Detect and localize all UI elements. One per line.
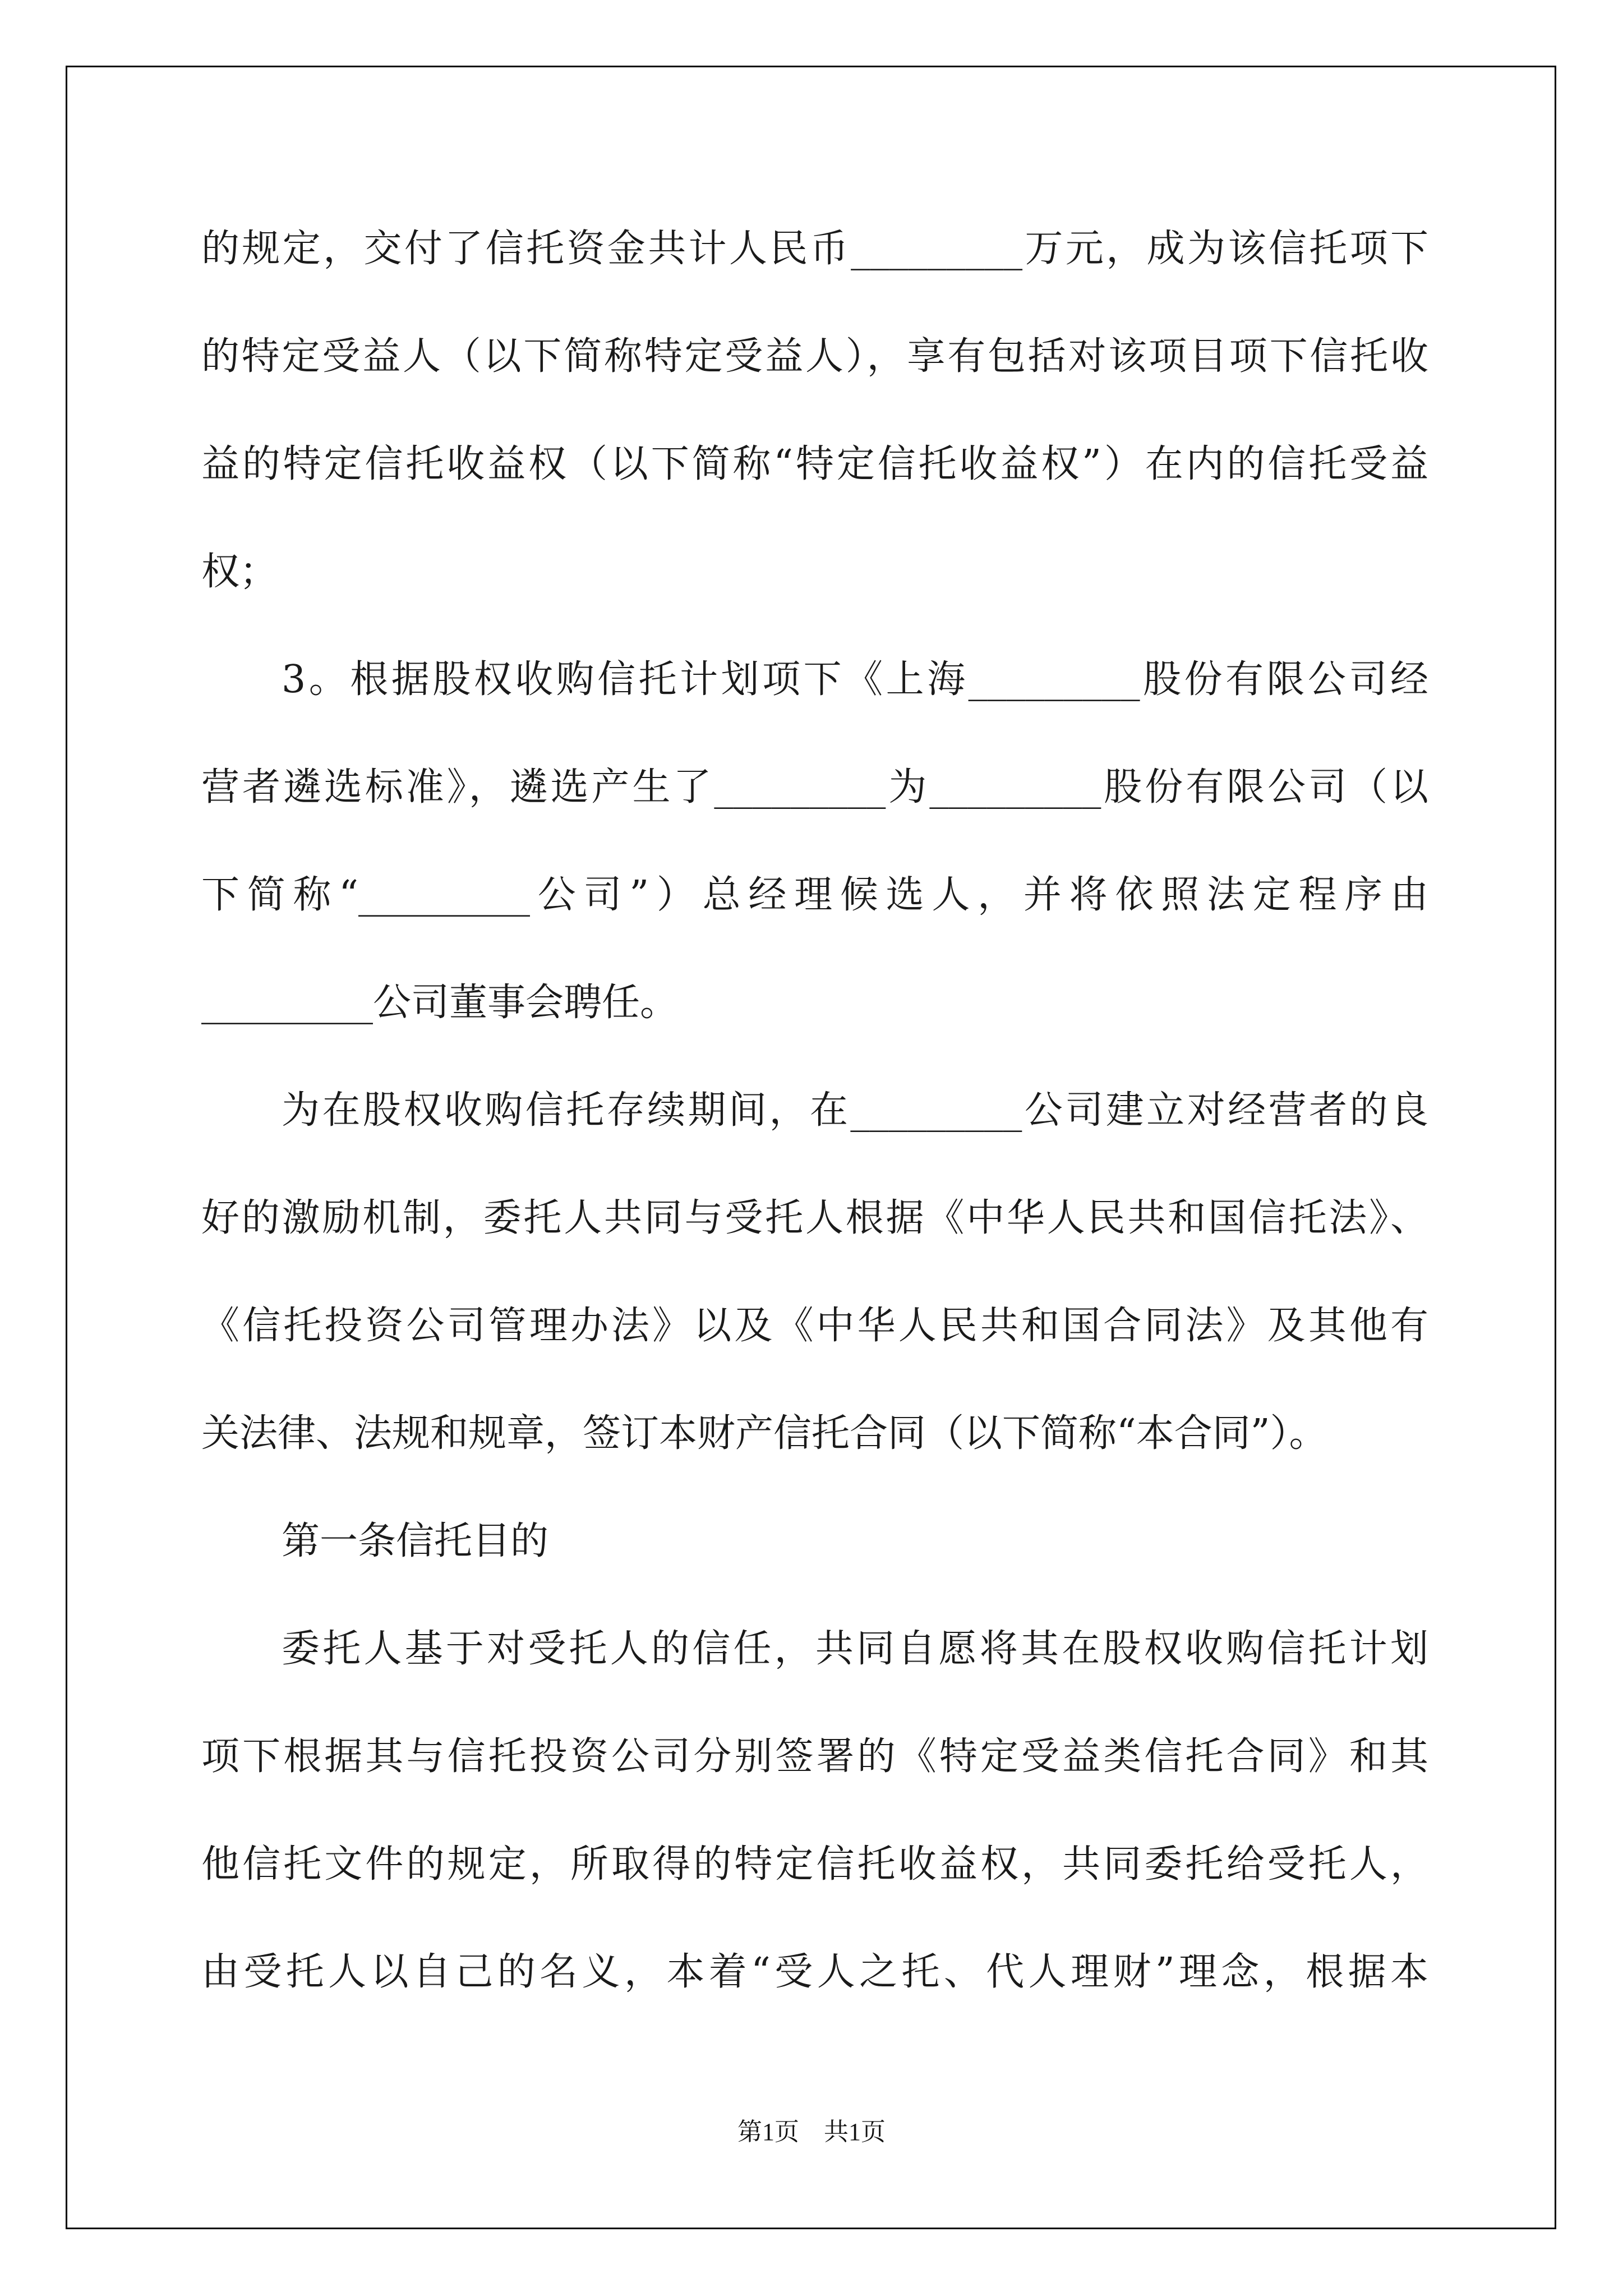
text-line: 为在股权收购信托存续期间，在_________公司建立对经营者的良 [282, 1088, 1428, 1133]
text-line: 的特定受益人（以下简称特定受益人），享有包括对该项目项下信托收 [201, 334, 1428, 379]
page-number: 第1页 共1页 [737, 2118, 886, 2146]
text-line: 关法律、法规和规章，签订本财产信托合同（以下简称“本合同”）。 [201, 1411, 1327, 1456]
text-line: 益的特定信托收益权（以下简称“特定信托收益权”）在内的信托受益 [201, 442, 1428, 486]
text-line: 委托人基于对受托人的信任，共同自愿将其在股权收购信托计划 [282, 1627, 1428, 1671]
document-body [201, 214, 1428, 2045]
text-line: 的规定，交付了信托资金共计人民币_________万元，成为该信托项下 [201, 227, 1428, 271]
text-line: 项下根据其与信托投资公司分别签署的《特定受益类信托合同》和其 [201, 1734, 1428, 1779]
text-line: 营者遴选标准》，遴选产生了_________为_________股份有限公司（以 [201, 765, 1428, 809]
section-heading: 第一条信托目的 [282, 1519, 549, 1563]
text-line: 好的激励机制，委托人共同与受托人根据《中华人民共和国信托法》、 [201, 1196, 1428, 1240]
text-line: 权； [201, 550, 278, 594]
text-line: 《信托投资公司管理办法》以及《中华人民共和国合同法》及其他有 [201, 1304, 1428, 1348]
text-line: 由受托人以自己的名义，本着“受人之托、代人理财”理念，根据本 [201, 1950, 1428, 1994]
text-line: 下简称“_________公司”）总经理候选人，并将依照法定程序由 [201, 873, 1428, 917]
text-line: 3。根据股权收购信托计划项下《上海_________股份有限公司经 [282, 657, 1428, 702]
text-line: _________公司董事会聘任。 [201, 981, 679, 1025]
text-line: 他信托文件的规定，所取得的特定信托收益权，共同委托给受托人， [201, 1842, 1428, 1887]
